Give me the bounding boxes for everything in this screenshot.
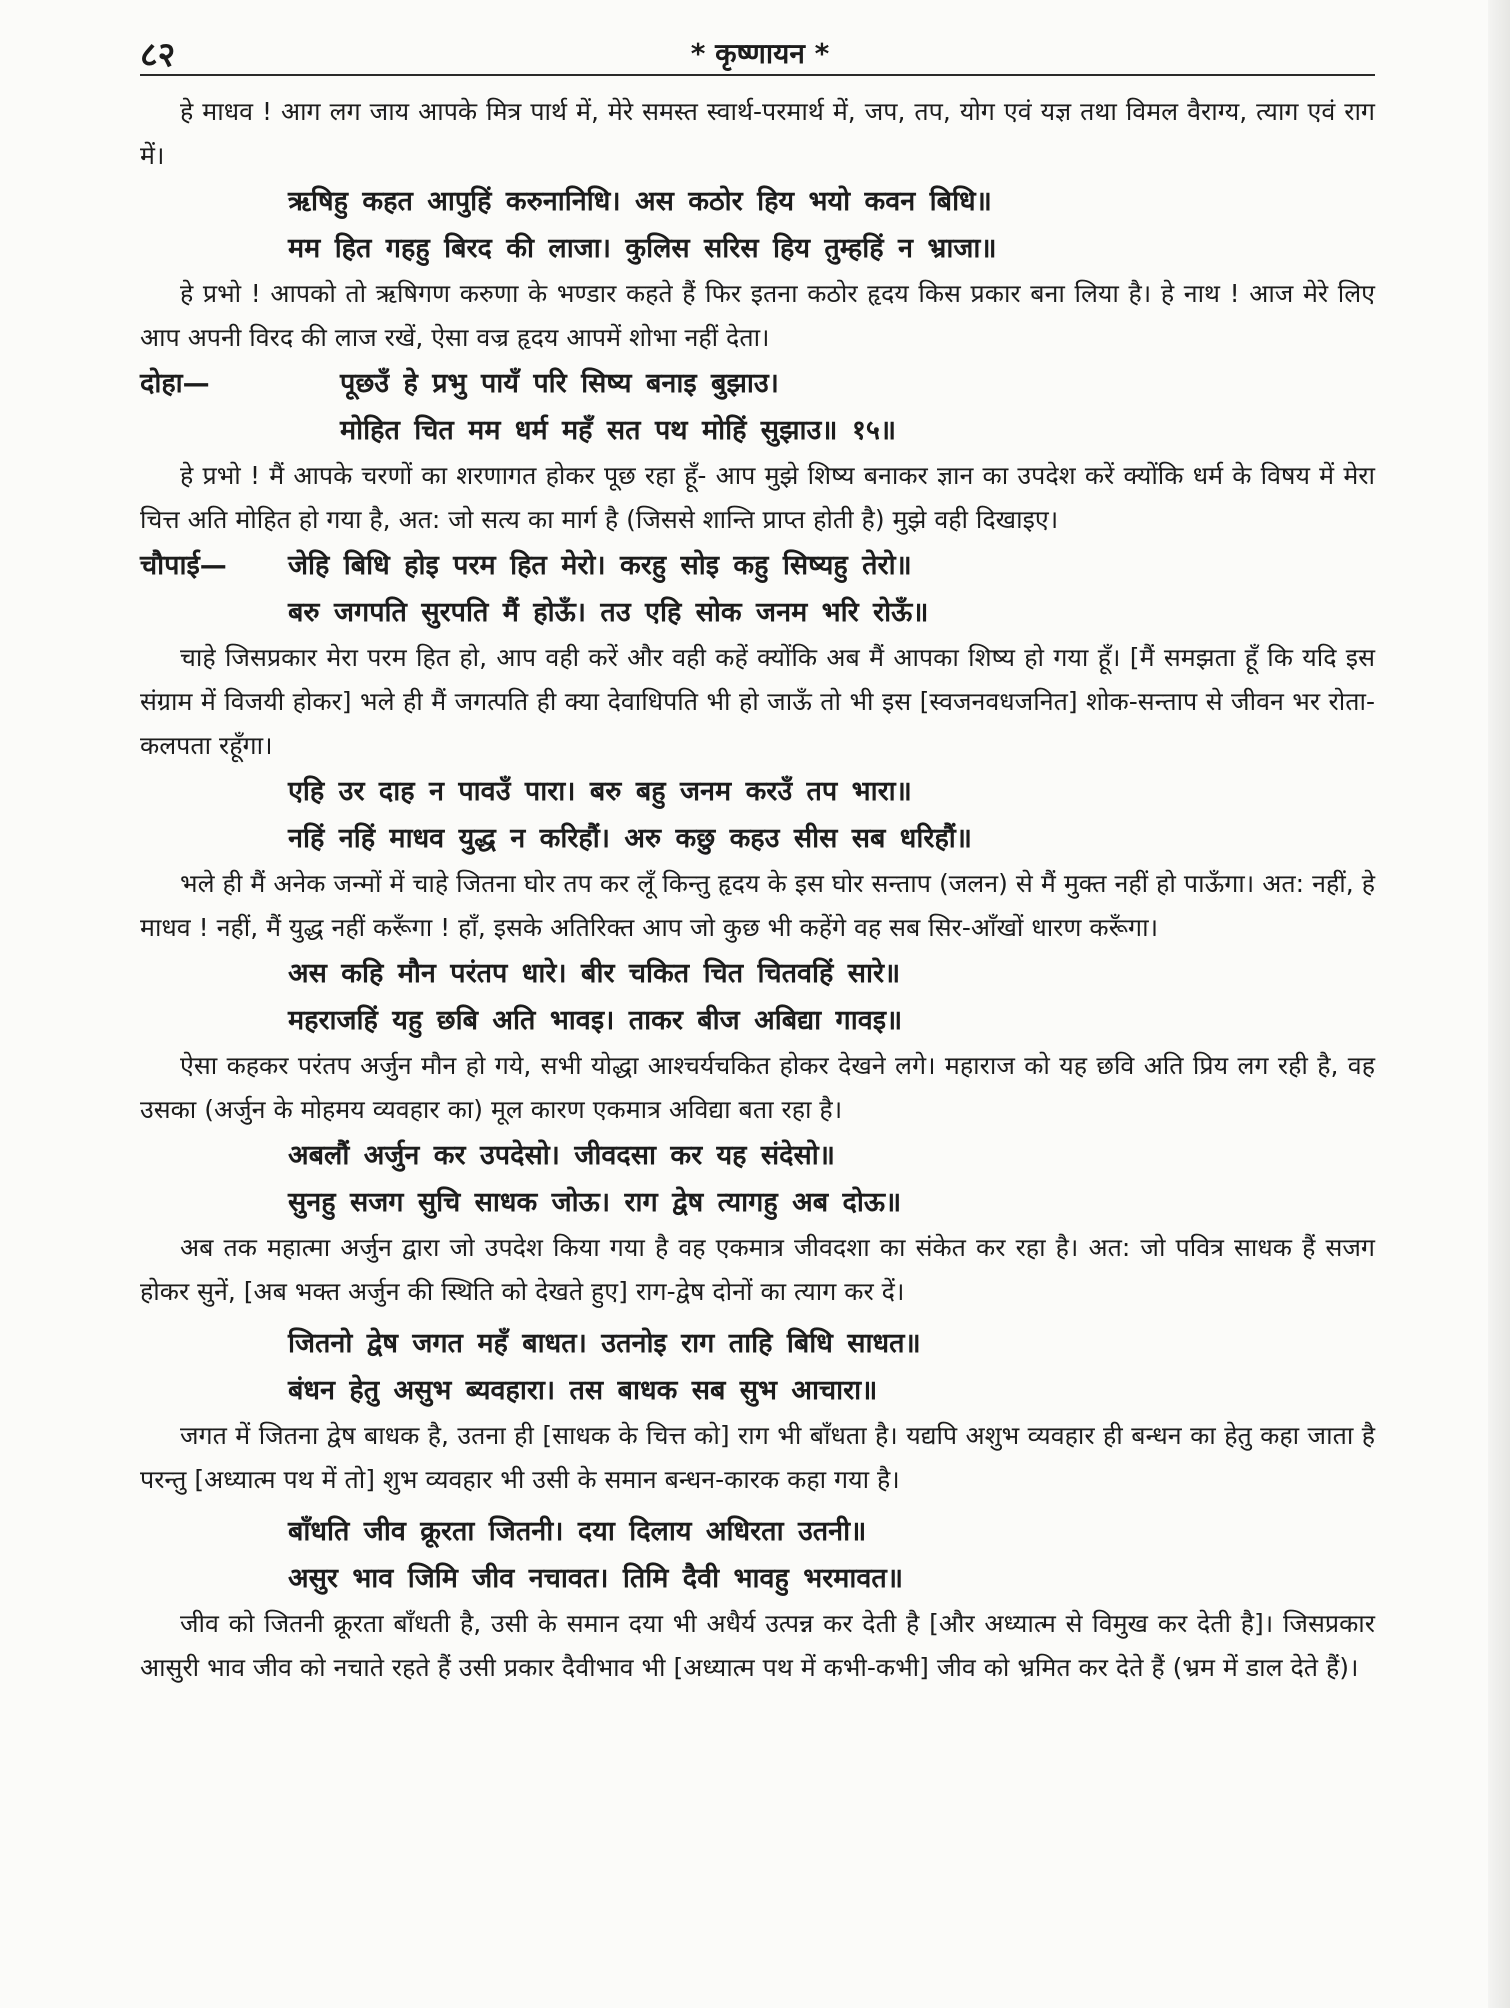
- verse-line: नहिं नहिं माधव युद्ध न करिहौं। अरु कछु कहउ सीस सब धरिहौं॥: [288, 823, 972, 854]
- verse-line: बंधन हेतु असुभ ब्यवहारा। तस बाधक सब सुभ आचारा॥: [288, 1375, 878, 1406]
- prose-paragraph: जीव को जितनी क्रूरता बाँधती है, उसी के समान दया भी अधैर्य उत्पन्न कर देती है [और अध्यात्म से विमुख कर देती है]। जिसप्रकार आसुरी भाव जीव को नचाते रहते हैं उसी प्रकार दैवीभाव भी [अध्यात्म पथ में कभी-कभी] जीव को भ्रमित कर देते हैं (भ्रम में डाल देते हैं)।: [140, 1609, 1375, 1682]
- chaupai-block: [140, 542, 1375, 636]
- chaupai-text: जेहि बिधि होइ परम हित मेरो। करहु सोइ कहु सिष्यहु तेरो॥: [288, 550, 912, 581]
- verse-line: बरु जगपति सुरपति मैं होऊँ। तउ एहि सोक जनम भरि रोऊँ॥: [288, 597, 929, 628]
- prose-paragraph: भले ही मैं अनेक जन्मों में चाहे जितना घोर तप कर लूँ किन्तु हृदय के इस घोर सन्ताप (जलन) से मैं मुक्त नहीं हो पाऊँगा। अत: नहीं, हे माधव ! नहीं, मैं युद्ध नहीं करूँगा ! हाँ, इसके अतिरिक्त आप जो कुछ भी कहेंगे वह सब सिर-आँखों धारण करूँगा।: [140, 869, 1375, 942]
- page-header: [140, 30, 1380, 78]
- doha-text: पूछउँ हे प्रभु पायँ परि सिष्य बनाइ बुझाउ।: [340, 368, 779, 399]
- doha-text: मोहित चित मम धर्म महँ सत पथ मोहिं सुझाउ॥ १५॥: [340, 415, 897, 446]
- verse-block: [140, 1320, 1375, 1414]
- page-number: ८२: [140, 35, 176, 75]
- verse-line: [140, 542, 1375, 589]
- doha-label: दोहा—: [140, 368, 210, 399]
- page-edge-shadow: [1488, 0, 1510, 2008]
- prose-paragraph: अब तक महात्मा अर्जुन द्वारा जो उपदेश किया गया है वह एकमात्र जीवदशा का संकेत कर रहा है। अत: जो पवित्र साधक हैं सजग होकर सुनें, [अब भक्त अर्जुन की स्थिति को देखते हुए] राग-द्वेष दोनों का त्याग कर दें।: [140, 1233, 1375, 1306]
- doha-block: [140, 360, 1375, 454]
- verse-block: [140, 178, 1375, 272]
- prose-paragraph: हे माधव ! आग लग जाय आपके मित्र पार्थ में, मेरे समस्त स्वार्थ-परमार्थ में, जप, तप, योग एवं यज्ञ तथा विमल वैराग्य, त्याग एवं राग में।: [140, 97, 1375, 170]
- verse-line: अबलौं अर्जुन कर उपदेसो। जीवदसा कर यह संदेसो॥: [288, 1140, 835, 1171]
- chaupai-label: चौपाई—: [140, 550, 227, 581]
- verse-line: जितनो द्वेष जगत महँ बाधत। उतनोइ राग ताहि बिधि साधत॥: [288, 1328, 921, 1359]
- verse-line: असुर भाव जिमि जीव नचावत। तिमि दैवी भावहु भरमावत॥: [288, 1563, 903, 1594]
- verse-line: महराजहिं यहु छबि अति भावइ। ताकर बीज अबिद्या गावइ॥: [288, 1005, 903, 1036]
- verse-line: [140, 407, 1375, 454]
- verse-block: [140, 1132, 1375, 1226]
- verse-line: [140, 360, 1375, 407]
- prose-paragraph: हे प्रभो ! आपको तो ऋषिगण करुणा के भण्डार कहते हैं फिर इतना कठोर हृदय किस प्रकार बना लिया है। हे नाथ ! आज मेरे लिए आप अपनी विरद की लाज रखें, ऐसा वज्र हृदय आपमें शोभा नहीं देता।: [140, 279, 1375, 352]
- page-content: [140, 90, 1375, 1690]
- verse-line: एहि उर दाह न पावउँ पारा। बरु बहु जनम करउँ तप भारा॥: [288, 776, 912, 807]
- prose-paragraph: चाहे जिसप्रकार मेरा परम हित हो, आप वही करें और वही कहें क्योंकि अब मैं आपका शिष्य हो गया हूँ। [मैं समझता हूँ कि यदि इस संग्राम में विजयी होकर] भले ही मैं जगत्पति ही क्या देवाधिपति भी हो जाऊँ तो भी इस [स्वजनवधजनित] शोक-सन्ताप से जीवन भर रोता-कलपता रहूँगा।: [140, 643, 1375, 760]
- header-rule: [140, 74, 1375, 76]
- verse-block: [140, 1508, 1375, 1602]
- verse-line: बाँधति जीव क्रूरता जितनी। दया दिलाय अधिरता उतनी॥: [288, 1516, 867, 1547]
- prose-paragraph: जगत में जितना द्वेष बाधक है, उतना ही [साधक के चित्त को] राग भी बाँधता है। यद्यपि अशुभ व्यवहार ही बन्धन का हेतु कहा जाता है परन्तु [अध्यात्म पथ में तो] शुभ व्यवहार भी उसी के समान बन्धन-कारक कहा गया है।: [140, 1421, 1375, 1494]
- verse-block: [140, 768, 1375, 862]
- running-title: * कृष्णायन *: [690, 37, 830, 70]
- verse-line: मम हित गहहु बिरद की लाजा। कुलिस सरिस हिय तुम्हहिं न भ्राजा॥: [288, 233, 997, 264]
- prose-paragraph: ऐसा कहकर परंतप अर्जुन मौन हो गये, सभी योद्धा आश्चर्यचकित होकर देखने लगे। महाराज को यह छवि अति प्रिय लग रही है, वह उसका (अर्जुन के मोहमय व्यवहार का) मूल कारण एकमात्र अविद्या बता रहा है।: [140, 1051, 1375, 1124]
- prose-paragraph: हे प्रभो ! मैं आपके चरणों का शरणागत होकर पूछ रहा हूँ- आप मुझे शिष्य बनाकर ज्ञान का उपदेश करें क्योंकि धर्म के विषय में मेरा चित्त अति मोहित हो गया है, अत: जो सत्य का मार्ग है (जिससे शान्ति प्राप्त होती है) मुझे वही दिखाइए।: [140, 461, 1375, 534]
- verse-line: अस कहि मौन परंतप धारे। बीर चकित चित चितवहिं सारे॥: [288, 958, 901, 989]
- verse-line: ऋषिहु कहत आपुहिं करुनानिधि। अस कठोर हिय भयो कवन बिधि॥: [288, 186, 992, 217]
- verse-block: [140, 950, 1375, 1044]
- verse-line: सुनहु सजग सुचि साधक जोऊ। राग द्वेष त्यागहु अब दोऊ॥: [288, 1187, 902, 1218]
